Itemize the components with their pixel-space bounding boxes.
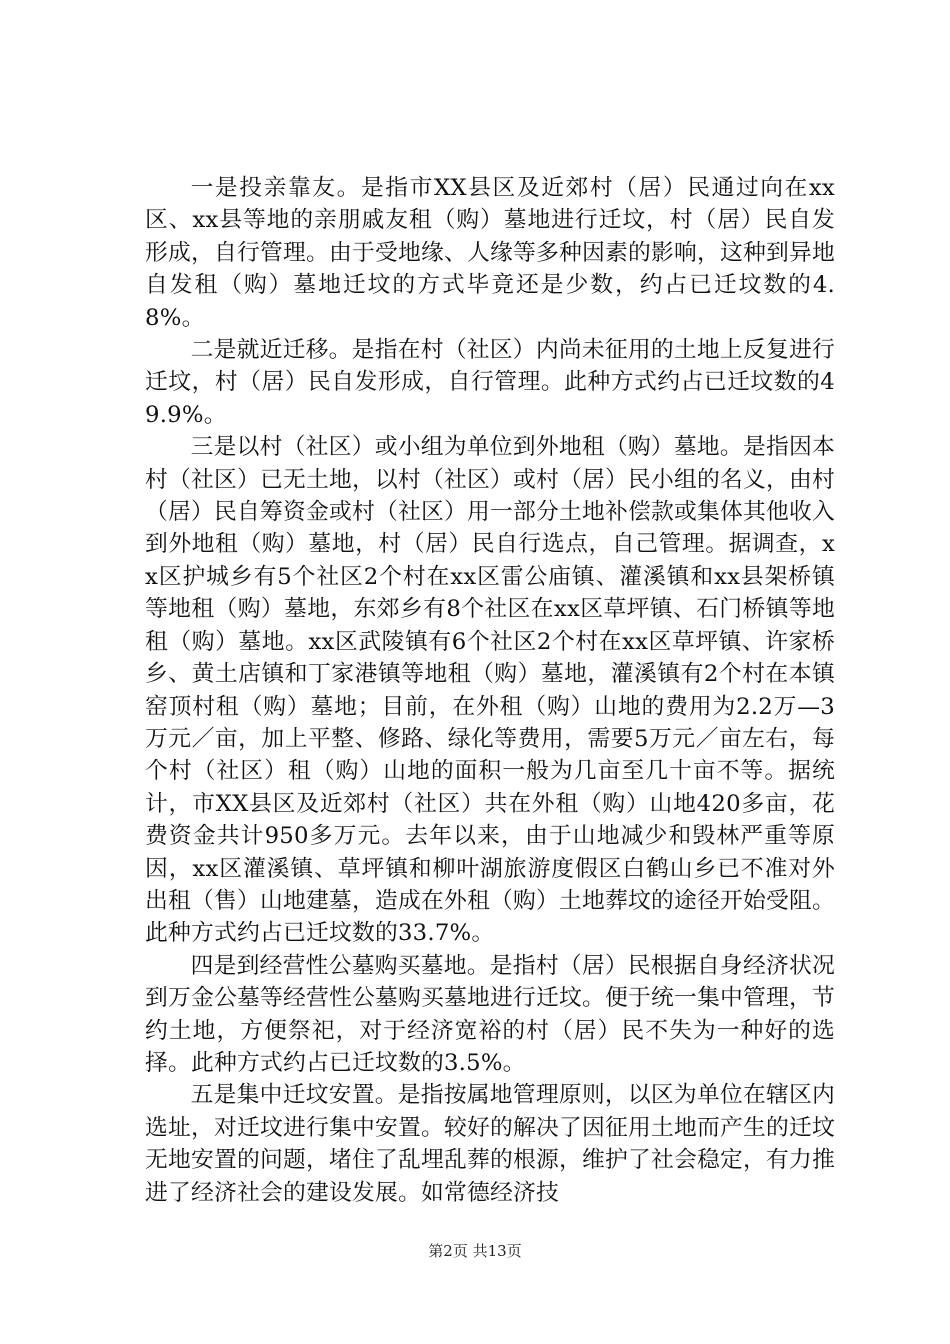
page-number-footer: 第2页 共13页 <box>428 1242 522 1260</box>
paragraph-2: 二是就近迁移。是指在村（社区）内尚未征用的土地上反复进行迁坟，村（居）民自发形成，自行管理。此种方式约占已迁坟数的49.9%。 <box>145 337 835 428</box>
document-body <box>145 172 835 1209</box>
paragraph-3: 三是以村（社区）或小组为单位到外地租（购）墓地。是指因本村（社区）已无土地，以村（社区）或村（居）民小组的名义，由村（居）民自筹资金或村（社区）用一部分土地补偿款或集体其他收入到外地租（购）墓地，村（居）民自行选点，自己管理。据调查，xx区护城乡有5个社区2个村在xx区雷公庙镇、灌溪镇和xx县架桥镇等地租（购）墓地，东郊乡有8个社区在xx区草坪镇、石门桥镇等地租（购）墓地。xx区武陵镇有6个社区2个村在xx区草坪镇、许家桥乡、黄土店镇和丁家港镇等地租（购）墓地，灌溪镇有2个村在本镇窑顶村租（购）墓地；目前，在外租（购）山地的费用为2.2万—3万元／亩，加上平整、修路、绿化等费用，需要5万元／亩左右，每个村（社区）租（购）山地的面积一般为几亩至几十亩不等。据统计，市XX县区及近郊村（社区）共在外租（购）山地420多亩，花费资金共计950多万元。去年以来，由于山地减少和毁林严重等原因，xx区灌溪镇、草坪镇和柳叶湖旅游度假区白鹤山乡已不准对外出租（售）山地建墓，造成在外租（购）土地葬坟的途径开始受阻。此种方式约占已迁坟数的33.7%。 <box>145 434 835 947</box>
paragraph-1: 一是投亲靠友。是指市XX县区及近郊村（居）民通过向在xx区、xx县等地的亲朋戚友租（购）墓地进行迁坟，村（居）民自发形成，自行管理。由于受地缘、人缘等多种因素的影响，这种到异地自发租（购）墓地迁坟的方式毕竟还是少数，约占已迁坟数的4.8%。 <box>145 175 835 331</box>
paragraph-5: 五是集中迁坟安置。是指按属地管理原则，以区为单位在辖区内选址，对迁坟进行集中安置。较好的解决了因征用土地而产生的迁坟无地安置的问题，堵住了乱埋乱葬的根源，维护了社会稳定，有力推进了经济社会的建设发展。如常德经济技 <box>145 1082 835 1206</box>
paragraph-4: 四是到经营性公墓购买墓地。是指村（居）民根据自身经济状况到万金公墓等经营性公墓购买墓地进行迁坟。便于统一集中管理，节约土地，方便祭祀，对于经济宽裕的村（居）民不失为一种好的选择。此种方式约占已迁坟数的3.5%。 <box>145 952 835 1076</box>
